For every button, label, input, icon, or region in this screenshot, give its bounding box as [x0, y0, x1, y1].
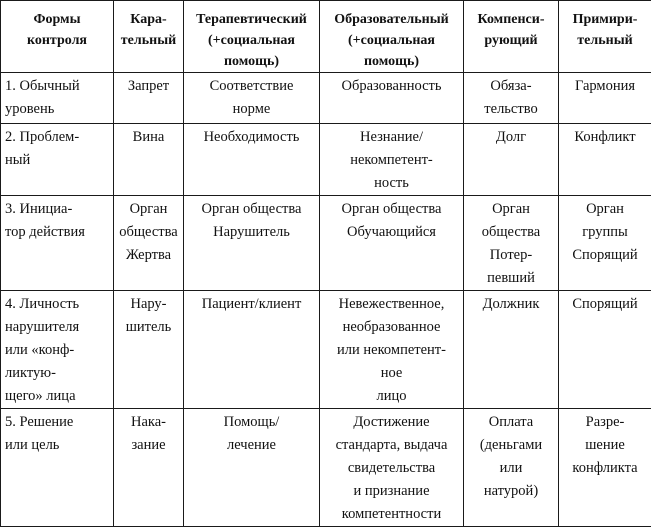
table-cell: Гармония	[559, 73, 651, 124]
table-cell: Орган группы Спорящий	[559, 196, 651, 291]
table-row	[1, 291, 651, 409]
table-cell: Обяза- тельство	[464, 73, 559, 124]
table-cell: Незнание/ некомпетент- ность	[320, 124, 464, 196]
header-row	[1, 1, 651, 73]
header-educational: Образовательный (+социальная помощь)	[320, 1, 464, 73]
table-cell: Невежественное, необразованное или некомпетент- ное лицо	[320, 291, 464, 409]
table-cell: Запрет	[114, 73, 184, 124]
table-row	[1, 196, 651, 291]
table-cell: Орган общества Обучающийся	[320, 196, 464, 291]
header-conciliatory: Примири- тельный	[559, 1, 651, 73]
row-label: 1. Обычный уровень	[1, 73, 114, 124]
table-cell: Соответствие норме	[184, 73, 320, 124]
row-label: 5. Решение или цель	[1, 409, 114, 527]
row-label: 2. Проблем- ный	[1, 124, 114, 196]
table-cell: Должник	[464, 291, 559, 409]
header-punitive: Кара- тельный	[114, 1, 184, 73]
table-cell: Образованность	[320, 73, 464, 124]
table-row	[1, 73, 651, 124]
header-forms-of-control: Формы контроля	[1, 1, 114, 73]
table-cell: Орган общества Нарушитель	[184, 196, 320, 291]
header-compensatory: Компенси- рующий	[464, 1, 559, 73]
table-row	[1, 124, 651, 196]
table-cell: Помощь/ лечение	[184, 409, 320, 527]
table-cell: Разре- шение конфликта	[559, 409, 651, 527]
row-label: 3. Инициа- тор действия	[1, 196, 114, 291]
table-cell: Необходимость	[184, 124, 320, 196]
table-cell: Орган общества Жертва	[114, 196, 184, 291]
table-cell: Достижение стандарта, выдача свидетельства и признание компетентности	[320, 409, 464, 527]
table-cell: Долг	[464, 124, 559, 196]
table-row	[1, 409, 651, 527]
table-cell: Пациент/клиент	[184, 291, 320, 409]
table-cell: Конфликт	[559, 124, 651, 196]
table-cell: Нака- зание	[114, 409, 184, 527]
table-cell: Спорящий	[559, 291, 651, 409]
table-cell: Орган общества Потер- певший	[464, 196, 559, 291]
table-cell: Вина	[114, 124, 184, 196]
table-cell: Оплата (деньгами или натурой)	[464, 409, 559, 527]
table-cell: Нару- шитель	[114, 291, 184, 409]
row-label: 4. Личность нарушителя или «конф- ликтую- щего» лица	[1, 291, 114, 409]
header-therapeutic: Терапевтический (+социальная помощь)	[184, 1, 320, 73]
